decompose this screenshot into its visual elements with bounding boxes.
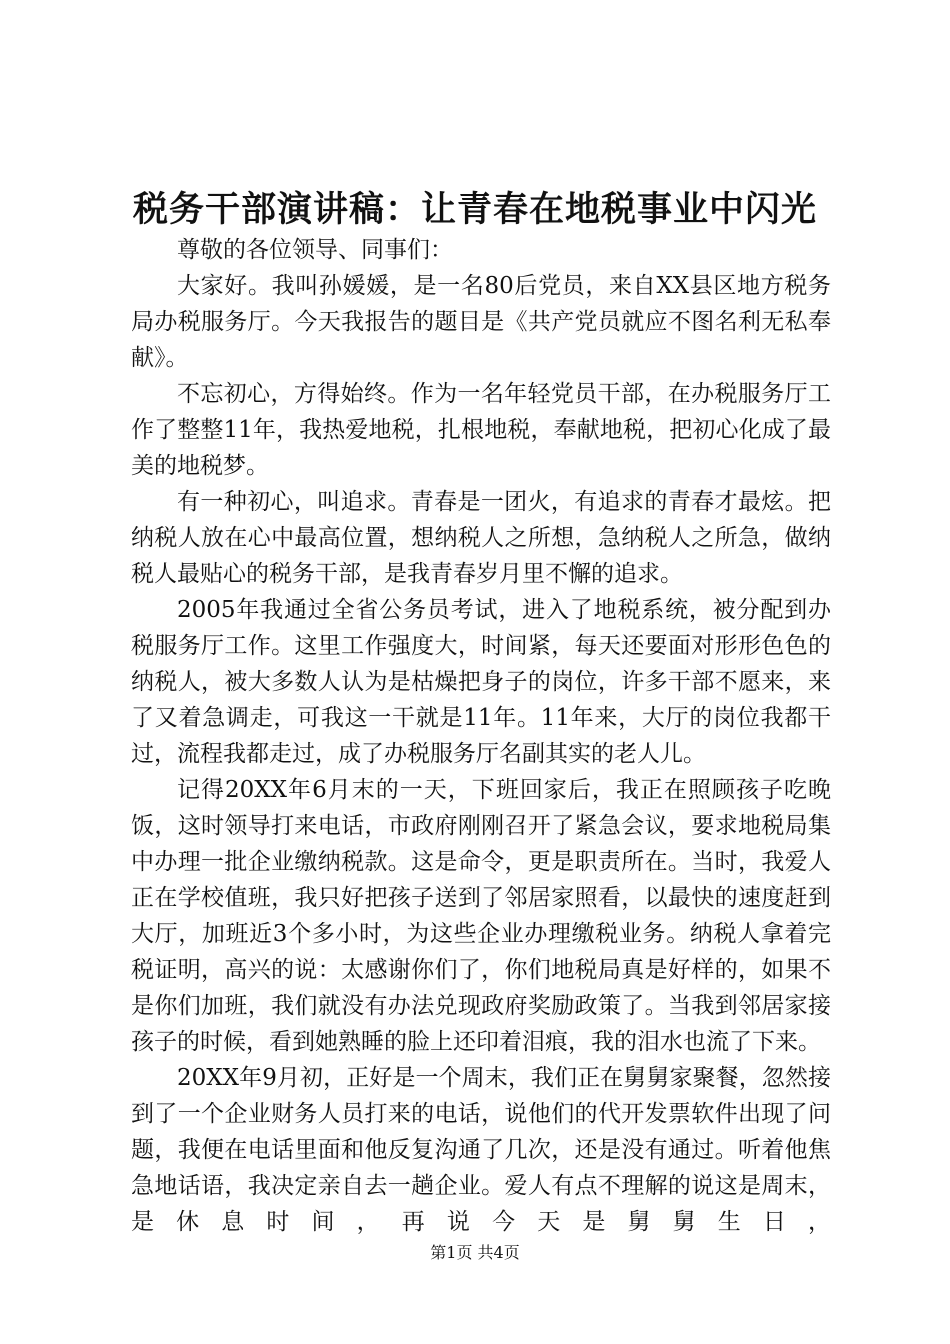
body-paragraph: 不忘初心，方得始终。作为一名年轻党员干部，在办税服务厅工作了整整11年，我热爱地税，扎根地税，奉献地税，把初心化成了最美的地税梦。 [131, 381, 831, 479]
body-paragraph: 记得20XX年6月末的一天，下班回家后，我正在照顾孩子吃晚饭，这时领导打来电话，市政府刚刚召开了紧急会议，要求地税局集中办理一批企业缴纳税款。这是命令，更是职责所在。当时，我爱人正在学校值班，我只好把孩子送到了邻居家照看，以最快的速度赶到大厅，加班近3个多小时，为这些企业办理缴税业务。纳税人拿着完税证明，高兴的说：太感谢你们了，你们地税局真是好样的，如果不是你们加班，我们就没有办法兑现政府奖励政策了。当我到邻居家接孩子的时候，看到她熟睡的脸上还印着泪痕，我的泪水也流了下来。 [131, 777, 831, 1055]
body-paragraph: 2005年我通过全省公务员考试，进入了地税系统，被分配到办税服务厅工作。这里工作强度大，时间紧，每天还要面对形形色色的纳税人，被大多数人认为是枯燥把身子的岗位，许多干部不愿来，来了又着急调走，可我这一干就是11年。11年来，大厅的岗位我都干过，流程我都走过，成了办税服务厅名副其实的老人儿。 [131, 597, 831, 767]
document-title: 税务干部演讲稿：让青春在地税事业中闪光 [132, 189, 817, 230]
document-body [131, 232, 831, 1240]
salutation-paragraph: 尊敬的各位领导、同事们： [177, 237, 453, 263]
page-number-footer: 第1页 共4页 [430, 1243, 520, 1262]
body-paragraph: 大家好。我叫孙媛媛，是一名80后党员，来自XX县区地方税务局办税服务厅。今天我报告的题目是《共产党员就应不图名利无私奉献》。 [131, 273, 831, 371]
body-paragraph: 20XX年9月初，正好是一个周末，我们正在舅舅家聚餐，忽然接到了一个企业财务人员打来的电话，说他们的代开发票软件出现了问题，我便在电话里面和他反复沟通了几次，还是没有通过。听着他焦急地话语，我决定亲自去一趟企业。爱人有点不理解的说这是周末，是休息时间，再说今天是舅舅生日， [131, 1065, 831, 1235]
body-paragraph: 有一种初心，叫追求。青春是一团火，有追求的青春才最炫。把纳税人放在心中最高位置，想纳税人之所想，急纳税人之所急，做纳税人最贴心的税务干部，是我青春岁月里不懈的追求。 [131, 489, 831, 587]
